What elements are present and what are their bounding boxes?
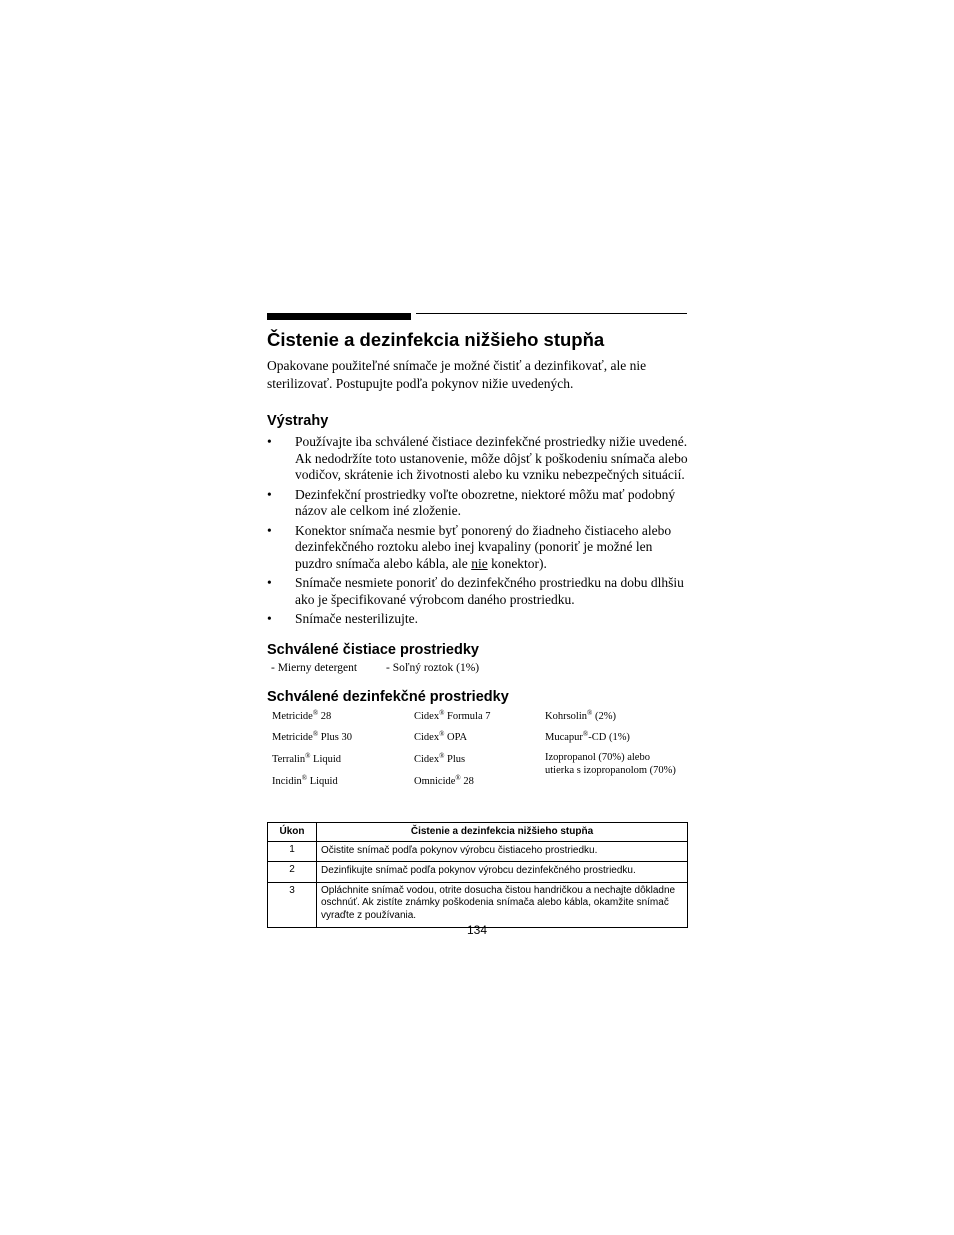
table-row [268, 882, 688, 928]
warning-text-part: Konektor snímača nesmie byť ponorený do žiadneho čistiaceho alebo dezinfekčného roztoku alebo inej kvapaliny (ponoriť je možné len puzdro snímača alebo kábla, ale [295, 522, 672, 571]
warning-text-part: konektor). [487, 555, 547, 571]
warning-item [267, 611, 688, 628]
page-number: 134 [466, 923, 488, 937]
cleaners-heading: Schválené čistiace prostriedky [267, 641, 479, 658]
step-number: 2 [268, 862, 317, 883]
step-number: 3 [268, 882, 317, 928]
disinfectant-item: Terralin® Liquid [272, 751, 342, 765]
steps-table [267, 822, 688, 929]
disinfectant-item: Metricide® 28 [272, 708, 332, 722]
page-content [267, 326, 688, 928]
intro-paragraph: Opakovane použiteľné snímače je možné čistiť a dezinfikovať, ale nie sterilizovať. Postupujte podľa pokynov nižie uvedených. [267, 358, 647, 391]
disinfectant-item: Metricide® Plus 30 [272, 729, 352, 743]
warning-item [267, 523, 688, 573]
warning-text [295, 523, 671, 571]
cleaners-list [267, 660, 688, 676]
warning-text: Snímače nesmiete ponoriť do dezinfekčného prostriedku na dobu dlhšiu ako je špecifikované výrobcom daného prostriedku. [295, 575, 684, 607]
table-header-row [268, 822, 688, 841]
disinfectant-item: Mucapur®-CD (1%) [545, 729, 630, 743]
page-title: Čistenie a dezinfekcia nižšieho stupňa [267, 329, 605, 350]
warnings-list [267, 434, 688, 628]
table-row [268, 862, 688, 883]
warning-text: Dezinfekční prostriedky voľte obozretne, niektoré môžu mať podobný názov ale celkom iné zloženie. [295, 486, 676, 518]
heading-rule-thick [267, 313, 411, 320]
bullet: • [267, 486, 272, 502]
warning-text-underlined: nie [471, 555, 488, 571]
warnings-heading: Výstrahy [267, 413, 329, 429]
disinfectant-item: Izopropanol (70%) alebo utierka s izopropanolom (70%) [545, 751, 676, 776]
warning-item [267, 434, 688, 484]
step-number: 1 [268, 841, 317, 862]
bullet: • [267, 575, 272, 590]
heading-rule-thin [416, 313, 687, 314]
cleaner-item: - Mierny detergent [271, 661, 358, 674]
warning-text: Snímače nesterilizujte. [295, 611, 418, 626]
warning-text: Používajte iba schválené čistiace dezinfekčné prostriedky nižie uvedené. Ak nedodržíte toto ustanovenie, môže dôjsť k poškodeniu snímača alebo vodičov, skrátenie ich životnosti alebo ku vzniku nebezpečných situácií. [295, 434, 688, 482]
bullet: • [267, 434, 272, 449]
column-header: Úkon [268, 822, 317, 841]
table-row [268, 841, 688, 862]
disinfectant-item: Kohrsolin® (2%) [545, 708, 616, 722]
step-text: Opláchnite snímač vodou, otrite dosucha čistou handričkou a nechajte dôkladne oschnúť. Ak zistíte známky poškodenia snímača alebo kábla, okamžite snímač vyraďte z používania. [317, 882, 688, 928]
warning-item [267, 575, 688, 608]
disinfectant-item: Cidex® Formula 7 [414, 708, 491, 722]
disinfectants-heading: Schválené dezinfekčné prostriedky [267, 688, 509, 705]
bullet: • [267, 611, 272, 626]
disinfectant-item: Cidex® Plus [414, 751, 466, 765]
warning-item [267, 487, 688, 520]
cleaner-item: - Soľný roztok (1%) [386, 661, 480, 674]
column-header: Čistenie a dezinfekcia nižšieho stupňa [317, 822, 688, 841]
disinfectant-item: Cidex® OPA [414, 729, 468, 743]
bullet: • [267, 522, 272, 538]
disinfectants-grid [267, 708, 688, 798]
disinfectant-item: Omnicide® 28 [414, 773, 474, 787]
disinfectant-item: Incidin® Liquid [272, 773, 338, 787]
step-text: Dezinfikujte snímač podľa pokynov výrobcu dezinfekčného prostriedku. [317, 862, 688, 883]
step-text: Očistite snímač podľa pokynov výrobcu čistiaceho prostriedku. [317, 841, 688, 862]
